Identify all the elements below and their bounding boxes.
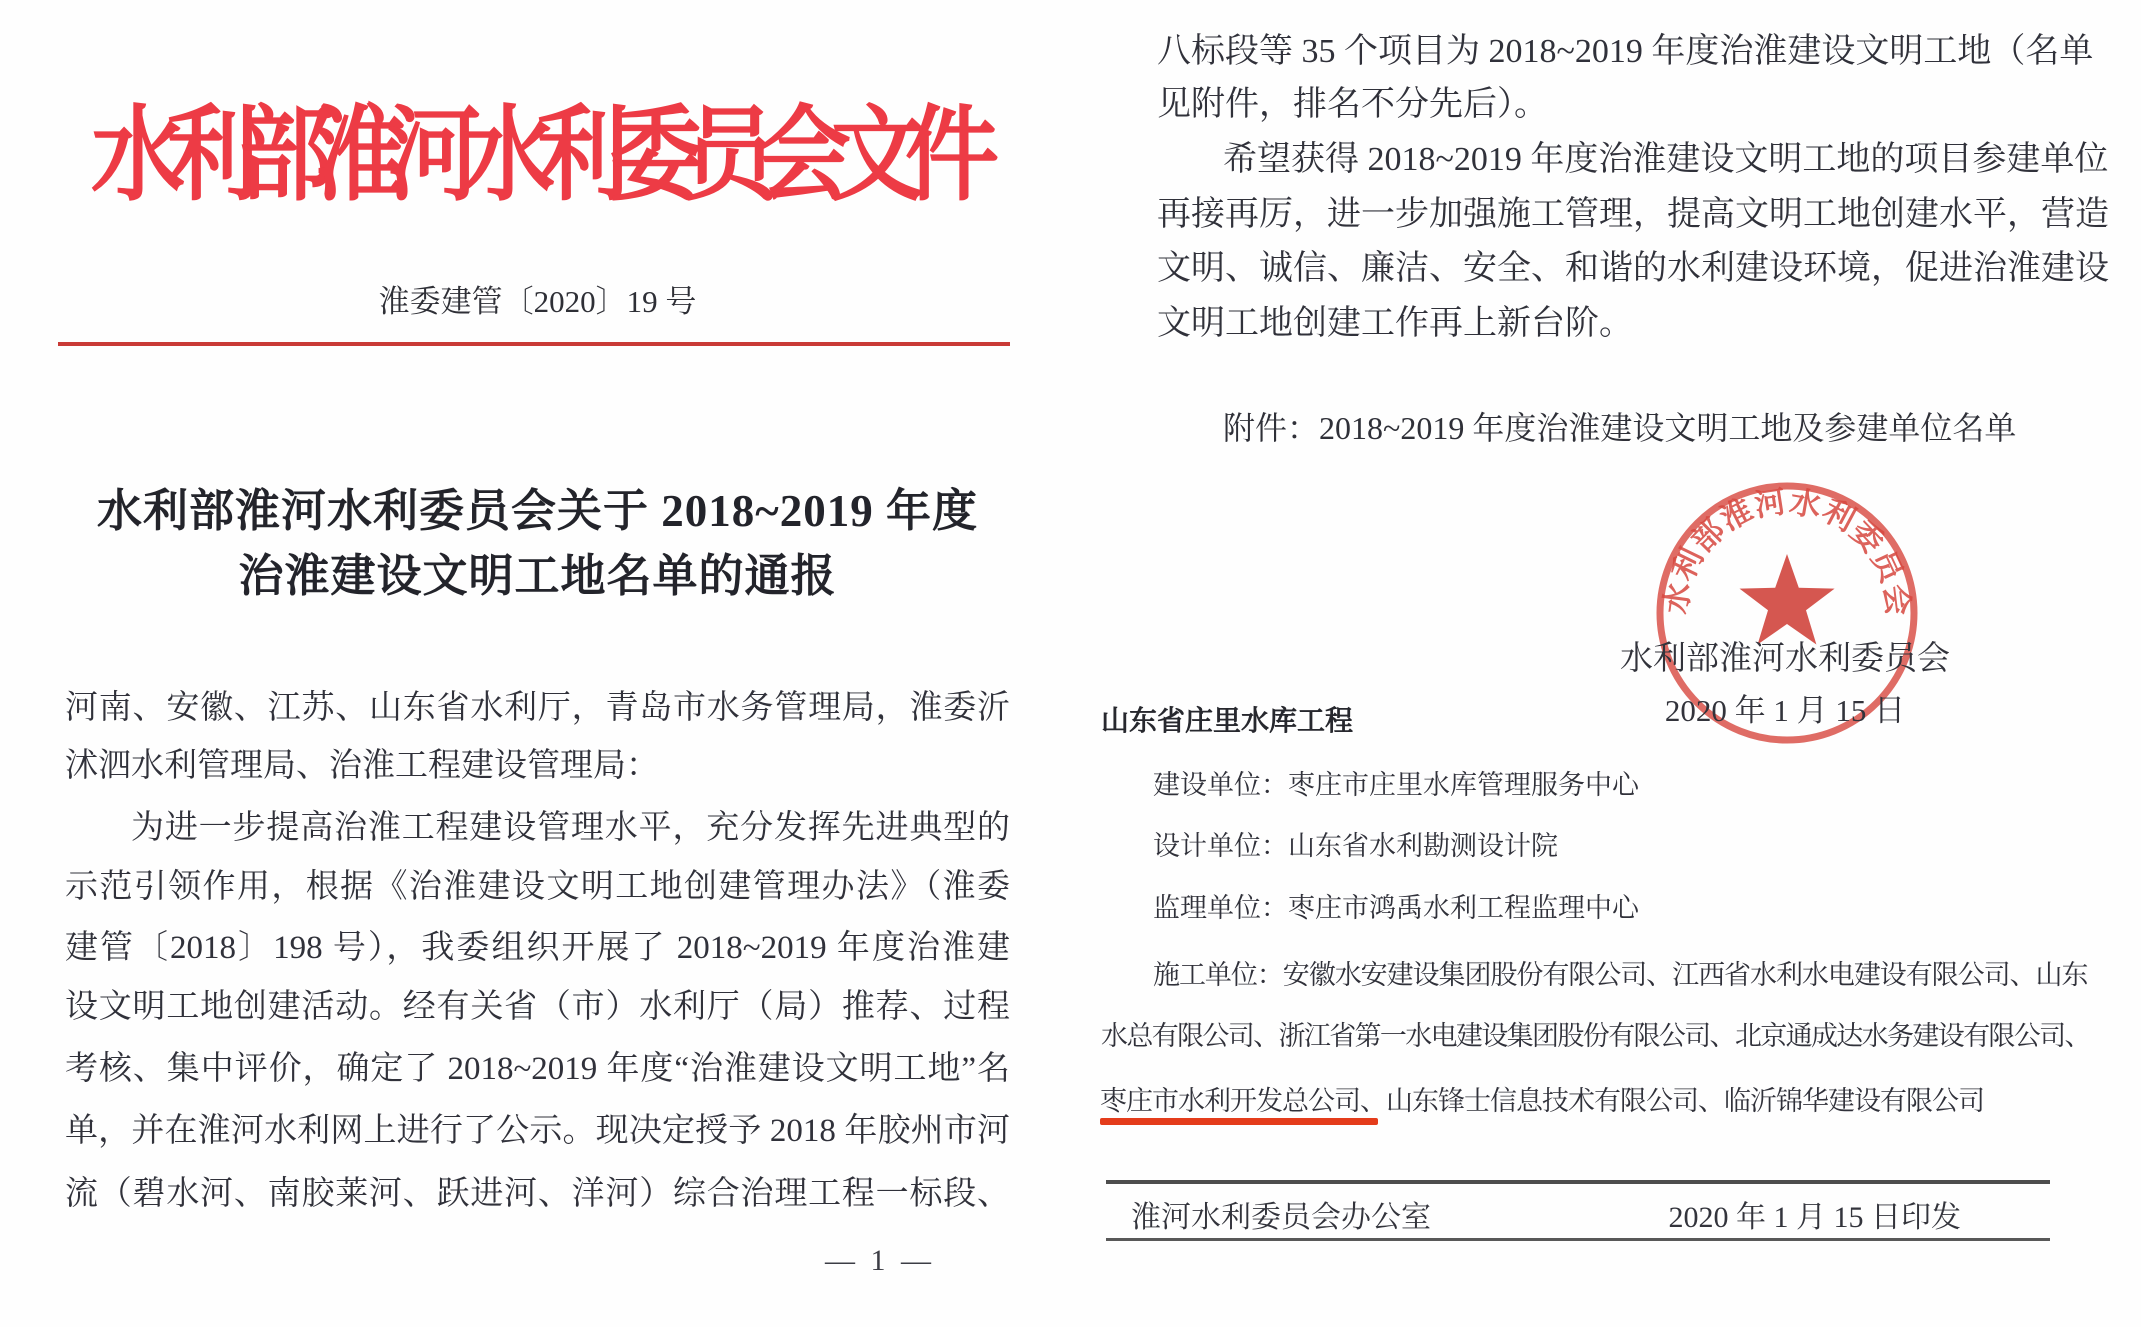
seal-arc-text: 水利部淮河水利委员会 xyxy=(1658,483,1916,618)
footer-office-name: 淮河水利委员会办公室 xyxy=(1131,1201,1431,1234)
footer-rule-bottom xyxy=(1106,1238,2050,1241)
body-line: 流（碧水河、南胶莱河、跃进河、洋河）综合治理工程一标段、 xyxy=(65,1176,1010,1212)
body-line: 再接再厉，进一步加强施工管理，提高文明工地创建水平，营造 xyxy=(1157,196,2109,233)
red-separator-rule xyxy=(58,342,1010,346)
body-line: 单，并在淮河水利网上进行了公示。现决定授予 2018 年胶州市河 xyxy=(65,1113,1010,1149)
signature-date: 2020 年 1 月 15 日 xyxy=(1664,693,1906,728)
footer-print-date: 2020 年 1 月 15 日印发 xyxy=(1668,1201,1961,1234)
document-header-banner: 水利部淮河水利委员会文件 xyxy=(90,99,979,214)
footer-row xyxy=(1131,1198,1961,1238)
page-number: — 1 — xyxy=(825,1244,935,1277)
construction-owner-line: 建设单位：枣庄市庄里水库管理服务中心 xyxy=(1153,770,1639,800)
body-line: 见附件，排名不分先后）。 xyxy=(1157,86,1548,123)
body-line: 八标段等 35 个项目为 2018~2019 年度治淮建设文明工地（名单 xyxy=(1157,33,2094,70)
body-line: 设文明工地创建活动。经有关省（市）水利厅（局）推荐、过程 xyxy=(65,989,1010,1025)
red-highlight-underline xyxy=(1100,1118,1378,1125)
body-line: 河南、安徽、江苏、山东省水利厅，青岛市水务管理局，淮委沂 xyxy=(65,690,1010,726)
issuing-authority-signature: 水利部淮河水利委员会 xyxy=(1620,641,1950,677)
notice-title-line2: 治淮建设文明工地名单的通报 xyxy=(238,551,837,601)
contractor-line: 水总有限公司、浙江省第一水电建设集团股份有限公司、北京通成达水务建设有限公司、 xyxy=(1101,1021,2089,1051)
body-line: 文明工地创建工作再上新台阶。 xyxy=(1157,305,1633,342)
body-line: 为进一步提高治淮工程建设管理水平，充分发挥先进典型的 xyxy=(131,810,1010,846)
footer-rule-top xyxy=(1106,1180,2050,1184)
document-number: 淮委建管〔2020〕19 号 xyxy=(378,284,697,319)
body-line: 沭泗水利管理局、治淮工程建设管理局： xyxy=(65,748,659,784)
body-line: 示范引领作用，根据《治淮建设文明工地创建管理办法》（淮委 xyxy=(65,869,1010,905)
body-line: 文明、诚信、廉洁、安全、和谐的水利建设环境，促进治淮建设 xyxy=(1157,250,2109,287)
body-line: 考核、集中评价，确定了 2018~2019 年度“治淮建设文明工地”名 xyxy=(65,1051,1010,1087)
contractor-line: 枣庄市水利开发总公司、山东锋士信息技术有限公司、临沂锦华建设有限公司 xyxy=(1100,1086,1984,1116)
notice-title-line1: 水利部淮河水利委员会关于 2018~2019 年度 xyxy=(97,486,978,536)
supervision-unit-line: 监理单位：枣庄市鸿禹水利工程监理中心 xyxy=(1153,893,1639,923)
body-line: 建管〔2018〕198 号），我委组织开展了 2018~2019 年度治淮建 xyxy=(65,930,1010,966)
attachment-reference-line: 附件：2018~2019 年度治淮建设文明工地及参建单位名单 xyxy=(1223,410,2017,446)
seal-star-icon xyxy=(1740,554,1835,645)
body-line: 希望获得 2018~2019 年度治淮建设文明工地的项目参建单位 xyxy=(1223,141,2109,178)
design-unit-line: 设计单位：山东省水利勘测设计院 xyxy=(1153,831,1558,861)
project-name-heading: 山东省庄里水库工程 xyxy=(1101,705,1354,736)
contractor-line: 施工单位：安徽水安建设集团股份有限公司、江西省水利水电建设有限公司、山东 xyxy=(1153,960,2087,990)
